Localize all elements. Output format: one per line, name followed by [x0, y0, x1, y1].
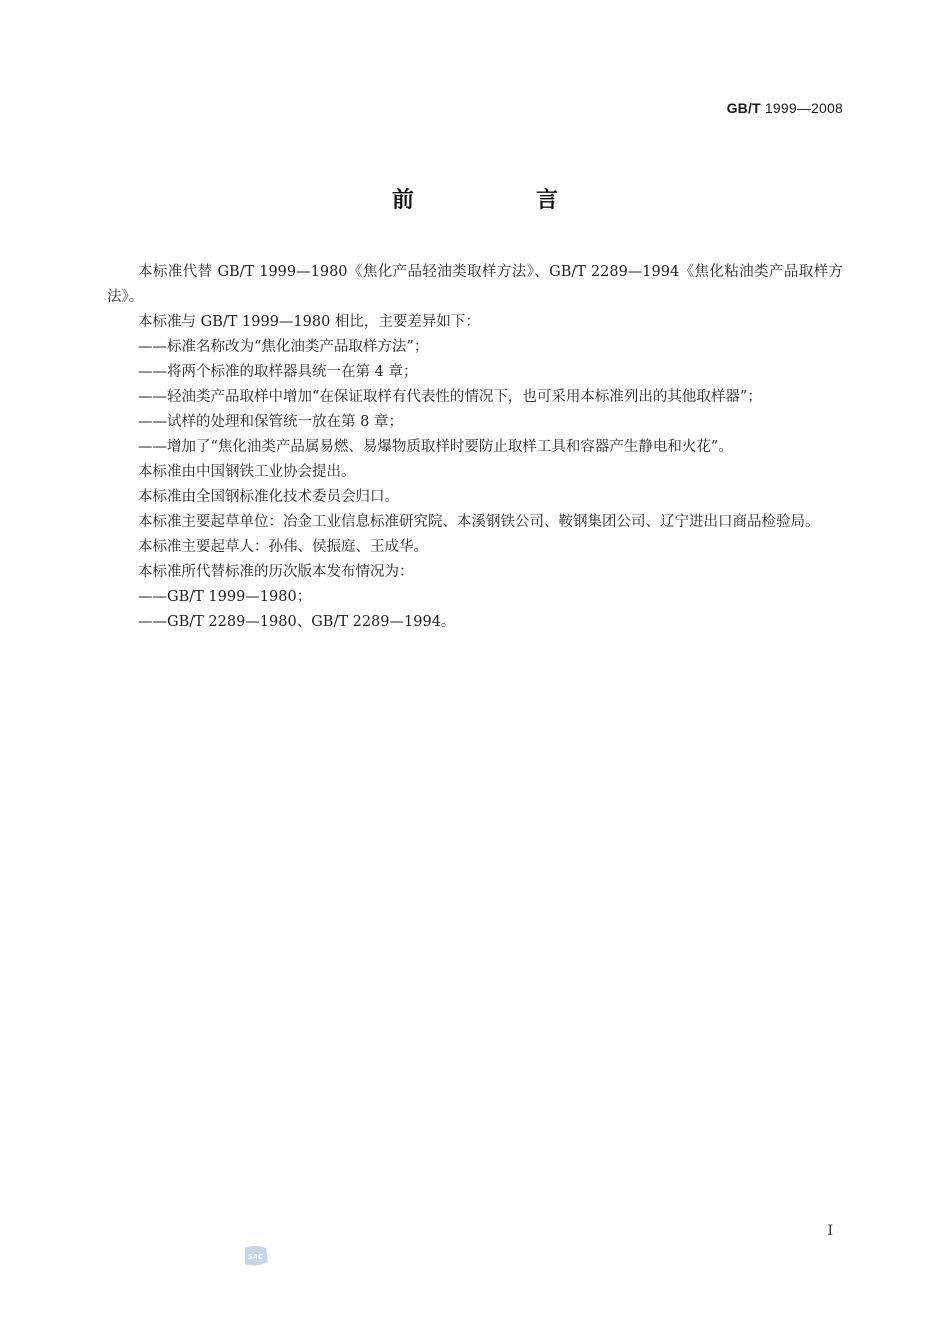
- sac-logo-icon: [242, 1244, 269, 1268]
- standard-number: 1999—2008: [764, 100, 843, 116]
- drafters-paragraph: 本标准主要起草人：孙伟、侯振庭、王成华。: [138, 539, 428, 555]
- drafting-units-paragraph: 本标准主要起草单位：冶金工业信息标准研究院、本溪钢铁公司、鞍钢集团公司、辽宁进出口商品检验局。: [138, 514, 820, 530]
- differences-intro-paragraph: 本标准与 GB/T 1999—1980 相比，主要差异如下：: [138, 314, 480, 330]
- history-item: ——GB/T 2289—1980、GB/T 2289—1994。: [138, 614, 456, 630]
- change-item: ——将两个标准的取样器具统一在第 4 章；: [138, 364, 418, 380]
- change-item: ——轻油类产品取样中增加“在保证取样有代表性的情况下，也可采用本标准列出的其他取样器”；: [138, 389, 762, 405]
- history-item: ——GB/T 1999—1980；: [138, 589, 312, 605]
- foreword-body: [107, 260, 843, 635]
- proposer-paragraph: 本标准由中国钢铁工业协会提出。: [138, 464, 356, 480]
- svg-text:SAC: SAC: [248, 1254, 263, 1261]
- change-item: ——增加了“焦化油类产品属易燃、易爆物质取样时要防止取样工具和容器产生静电和火花”。: [138, 439, 733, 455]
- history-intro-paragraph: 本标准所代替标准的历次版本发布情况为：: [138, 564, 414, 580]
- change-item: ——标准名称改为“焦化油类产品取样方法”；: [138, 339, 429, 355]
- standard-prefix: GB/T: [726, 100, 761, 116]
- change-item: ——试样的处理和保管统一放在第 8 章；: [138, 414, 403, 430]
- committee-paragraph: 本标准由全国钢标准化技术委员会归口。: [138, 489, 399, 505]
- page-number: I: [827, 1223, 833, 1239]
- replacement-paragraph: 本标准代替 GB/T 1999—1980《焦化产品轻油类取样方法》、GB/T 2289—1994《焦化粘油类产品取样方法》。: [107, 264, 843, 305]
- page-title: 前 言: [391, 188, 608, 213]
- standard-code-header: [727, 100, 843, 116]
